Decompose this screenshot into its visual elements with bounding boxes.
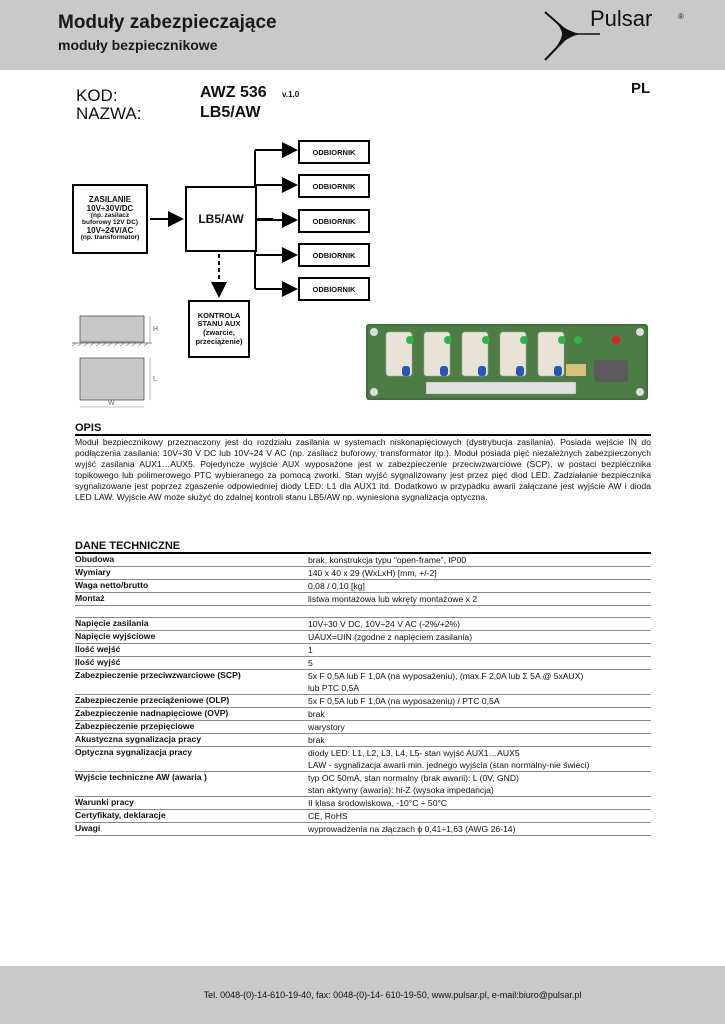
language-code: PL [631, 80, 651, 97]
spec-key: Zabezpieczenie przeciwzwarciowe (SCP) [75, 670, 241, 680]
control-line-3: (zwarcie, [203, 328, 235, 337]
spec-value [308, 580, 651, 592]
table-row [75, 721, 651, 734]
table-spacer [75, 606, 651, 618]
spec-key: Warunki pracy [75, 797, 134, 807]
page-title: Moduły zabezpieczające [58, 12, 277, 33]
supply-title: ZASILANIE [88, 195, 132, 205]
table-row [75, 593, 651, 606]
spec-value-line: 5x F 0,5A lub F 1,0A (na wyposażeniu), (max.F 2,0A lub Σ 5A @ 5xAUX) [308, 671, 584, 681]
spec-key: Wymiary [75, 567, 111, 577]
spec-value [308, 823, 651, 835]
spec-key: Napięcie zasilania [75, 618, 149, 628]
spec-key: Wyjście techniczne AW (awaria ) [75, 772, 207, 782]
product-version: v.1.0 [282, 90, 300, 99]
supply-note-1a: (np. zasilacz [90, 211, 130, 219]
spec-key: Optyczna sygnalizacja pracy [75, 747, 193, 757]
table-row [75, 747, 651, 772]
spec-value [308, 618, 651, 630]
spec-value [308, 708, 651, 720]
table-row [75, 554, 651, 567]
table-row [75, 734, 651, 747]
spec-value-line: brak, konstrukcja typu “open-frame”, IP00 [308, 555, 467, 565]
spec-value-line: 10V÷30 V DC, 10V÷24 V AC (-2%/+2%) [308, 619, 461, 629]
dim-l-label: L [153, 376, 157, 383]
spec-value [308, 810, 651, 822]
spec-value [308, 593, 651, 605]
brand-name: Pulsar [590, 6, 653, 31]
spec-value [308, 772, 651, 796]
supply-box [72, 184, 148, 254]
spec-value-line: brak [308, 735, 325, 745]
table-row [75, 810, 651, 823]
table-row [75, 618, 651, 631]
dim-w-label: W [108, 400, 115, 407]
output-box-1: ODBIORNIK [298, 140, 370, 164]
spec-value-line: 0,08 / 0,10 [kg] [308, 581, 365, 591]
spec-value [308, 721, 651, 733]
specs-heading: DANE TECHNICZNE [75, 540, 181, 552]
output-box-2: ODBIORNIK [298, 174, 370, 198]
spec-key: Zabezpieczenie przeciążeniowe (OLP) [75, 695, 230, 705]
spec-value [308, 695, 651, 707]
table-row [75, 670, 651, 695]
spec-value [308, 644, 651, 656]
spec-key: Uwagi [75, 823, 101, 833]
product-code: AWZ 536 [200, 84, 267, 101]
spec-key: Waga netto/brutto [75, 580, 149, 590]
spec-key: Obudowa [75, 554, 115, 564]
spec-value-line: UAUX=UIN (zgodne z napięciem zasilania) [308, 632, 473, 642]
supply-note-1b: buforowy 12V DC) [82, 218, 138, 226]
spec-key: Montaż [75, 593, 105, 603]
spec-value-line: 1 [308, 645, 313, 655]
control-line-4: przeciążenie) [195, 336, 243, 346]
spec-value [308, 631, 651, 643]
spec-key: Certyfikaty, deklaracje [75, 810, 166, 820]
registered-mark: ® [678, 12, 684, 21]
spec-key: Ilość wejść [75, 644, 121, 654]
module-box: LB5/AW [185, 186, 257, 252]
spec-value-line: LAW - sygnalizacja awarii min. jednego wyjścia (stan normalny-nie świeci) [308, 760, 590, 770]
spec-value-line: warystory [308, 722, 345, 732]
spec-value [308, 670, 651, 694]
spec-value-line: wyprowadzenia na złączach ϕ 0,41÷1,63 (AWG 26-14) [308, 824, 516, 834]
supply-dc: 10V÷30V/DC [86, 203, 134, 213]
opis-rule [75, 434, 651, 436]
dimensions-drawing [70, 310, 170, 420]
spec-value [308, 567, 651, 579]
spec-value [308, 734, 651, 746]
spec-key: Ilość wyjść [75, 657, 121, 667]
spec-key: Napięcie wyjściowe [75, 631, 156, 641]
table-row [75, 823, 651, 836]
spec-key: Akustyczna sygnalizacja pracy [75, 734, 202, 744]
opis-text: Moduł bezpiecznikowy przeznaczony jest do rozdziału zasilania w systemach niskonapięciowych (dystrybucja zasilania). Posiada wejście IN do podłączenia zasilania: 10V÷30 V DC lub 10V÷24 V AC (np. zasilacz buforowy, transformator itp.). Moduł posiada pięć niezależnych zabezpieczonych wyjść zasilania AUX1…AUX5. Pojedyncze wyjście AUX wyposażone jest w zabezpieczenie przeciwzwarciowe (SCP), w postaci bezpiecznika topikowego lub polimerowego PTC wybieranego za pomocą zworki. Stan wyjść sygnalizowany jest przez pięć diod LED. Zadziałanie bezpiecznika sygnalizowane jest poprzez zgaszenie odpowiedniej diody LED: L1 dla AUX1 itd. Dodatkowo w przypadku awarii załączane jest wyjście AW i dioda LED LAW. Wyjście AW może służyć do zdalnej kontroli stanu LB5/AW np. wyniesiona sygnalizacja optyczna. [75, 437, 651, 502]
spec-value-line: listwa montażowa lub wkręty montażowe x 2 [308, 594, 478, 604]
supply-note-2: (np. transformator) [80, 233, 140, 241]
spec-value-line: 5x F 0,5A lub F 1,0A (na wyposażeniu) / PTC 0,5A [308, 696, 500, 706]
output-box-4: ODBIORNIK [298, 243, 370, 267]
table-row [75, 797, 651, 810]
footer-contact: Tel. 0048-(0)-14-610-19-40, fax: 0048-(0)-14- 610-19-50, www.pulsar.pl, e-mail:biuro@pulsar.pl [203, 990, 582, 1000]
control-line-1: KONTROLA [197, 310, 241, 320]
spec-value-line: brak [308, 709, 325, 719]
spec-value-line: diody LED: L1, L2, L3, L4, L5- stan wyjść AUX1…AUX5 [308, 748, 520, 758]
table-row [75, 567, 651, 580]
table-row [75, 644, 651, 657]
pcb-photo [366, 320, 648, 404]
control-box [188, 300, 250, 358]
spec-key: Zabezpieczenie przepięciowe [75, 721, 195, 731]
spec-value-line: lub PTC 0,5A [308, 683, 360, 693]
table-row [75, 580, 651, 593]
spec-value-line: typ OC 50mA, stan normalny (brak awarii): L (0V, GND) [308, 773, 519, 783]
product-name: LB5/AW [200, 104, 261, 121]
control-line-2: STANU AUX [197, 319, 241, 329]
spec-value-line: 5 [308, 658, 313, 668]
spec-value-line: II klasa środowiskowa, -10°C ÷ 50°C [308, 798, 448, 808]
opis-heading: OPIS [75, 422, 102, 434]
table-row [75, 631, 651, 644]
table-row [75, 772, 651, 797]
supply-ac: 10V÷24V/AC [86, 225, 134, 235]
nazwa-label: NAZWA: [76, 104, 142, 123]
spec-value-line: stan aktywny (awaria): hi-Z (wysoka impedancja) [308, 785, 494, 795]
table-row [75, 695, 651, 708]
spec-value [308, 554, 651, 566]
spec-value [308, 797, 651, 809]
output-box-3: ODBIORNIK [298, 209, 370, 233]
spec-value [308, 657, 651, 669]
output-box-5: ODBIORNIK [298, 277, 370, 301]
spec-key: Zabezpieczenie nadnapięciowe (OVP) [75, 708, 229, 718]
spec-value [308, 747, 651, 771]
specs-table [75, 554, 651, 836]
spec-value-line: 140 x 40 x 29 (WxLxH) [mm, +/-2] [308, 568, 437, 578]
table-row [75, 657, 651, 670]
table-row [75, 708, 651, 721]
page-subtitle: moduły bezpiecznikowe [58, 37, 218, 53]
kod-label: KOD: [76, 86, 118, 105]
spec-value-line: CE, RoHS [308, 811, 348, 821]
dim-h-label: H [153, 326, 159, 333]
